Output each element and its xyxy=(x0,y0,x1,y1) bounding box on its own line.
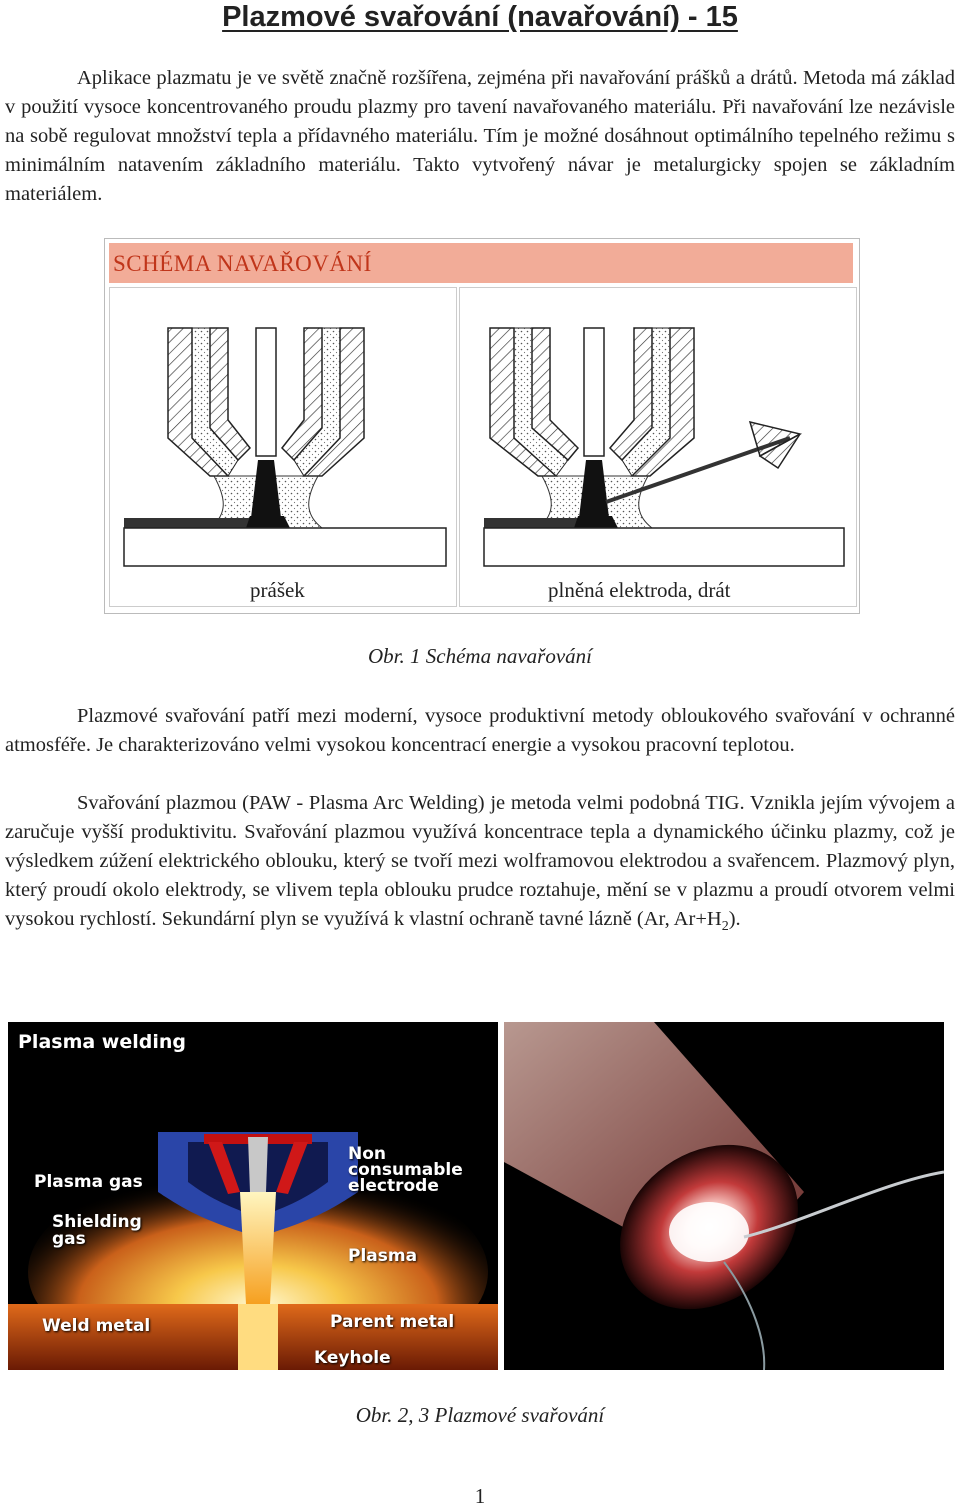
label-wire: plněná elektroda, drát xyxy=(548,578,731,602)
plasma-welding-illustration xyxy=(8,1022,498,1370)
powder-surfacing-diagram xyxy=(110,288,456,606)
label-weld-metal: Weld metal xyxy=(42,1316,151,1336)
label-plasma-gas: Plasma gas xyxy=(34,1172,143,1192)
label-shielding-gas-1: Shielding xyxy=(52,1212,142,1232)
label-shielding-gas-2: gas xyxy=(52,1229,86,1249)
label-plasma: Plasma xyxy=(348,1246,418,1266)
nozzle-photo-graphic xyxy=(504,1022,944,1370)
schema-heading-bar xyxy=(109,243,853,283)
paragraph-3: Svařování plazmou (PAW - Plasma Arc Welding) je metoda velmi podobná TIG. Vznikla jejím vývojem a zaručuje vyšší produktivitu. Svařování plazmou využívá koncentrace tepla a dynamického účinku plazmy, což je výsledkem zúžení elektrického oblouku, který se tvoří mezi wolframovou elektrodou a svařencem. Plazmový plyn, který proudí okolo elektrody, se vlivem tepla oblouku prudce roztahuje, mění se v plazmu a proudí otvorem velmi vysokou rychlostí. Sekundární plyn se využívá k vlastní ochraně tavné lázně (Ar, $Ar+H_2$). xyxy=(5,792,955,935)
page-number: 1 xyxy=(474,1484,486,1508)
schema-panel-wire xyxy=(459,287,857,607)
photo-title: Plasma welding xyxy=(18,1031,186,1053)
schema-heading: SCHÉMA NAVAŘOVÁNÍ xyxy=(113,251,372,276)
plasma-nozzle-photo xyxy=(504,1022,944,1370)
label-parent-metal: Parent metal xyxy=(330,1312,455,1332)
label-electrode-1: Non xyxy=(348,1144,387,1164)
schema-figure xyxy=(104,238,860,614)
schema-panel-powder xyxy=(109,287,457,607)
wire-surfacing-diagram xyxy=(460,288,856,606)
label-keyhole: Keyhole xyxy=(314,1348,391,1368)
intro-paragraph: Aplikace plazmatu je ve světě značně rozšířena, zejména při navařování prášků a drátů. Metoda má základ v použití vysoce koncentrovaného proudu plazmy pro tavení navařovaného materiálu. Při navařování lze nezávisle na sobě regulovat množství tepla a přídavného materiálu. Tím je možné dosáhnout optimálního tepelného režimu s minimálním natavením základního materiálu. Takto vytvořený návar je metalurgicky spojen se základním materiálem. xyxy=(5,67,955,205)
label-powder: prášek xyxy=(250,578,305,602)
page-title: Plazmové svařování (navařování) - 15 xyxy=(222,1,738,33)
figure-2-3-caption: Obr. 2, 3 Plazmové svařování xyxy=(355,1403,605,1427)
label-electrode-2: consumable xyxy=(348,1160,463,1180)
figure-1-caption: Obr. 1 Schéma navařování xyxy=(368,644,592,668)
paragraph-2: Plazmové svařování patří mezi moderní, vysoce produktivní metody obloukového svařování v ochranné atmosféře. Je charakterizováno velmi vysokou koncentrací energie a vysokou pracovní teplotou. xyxy=(5,705,955,756)
label-electrode-3: electrode xyxy=(348,1176,439,1196)
